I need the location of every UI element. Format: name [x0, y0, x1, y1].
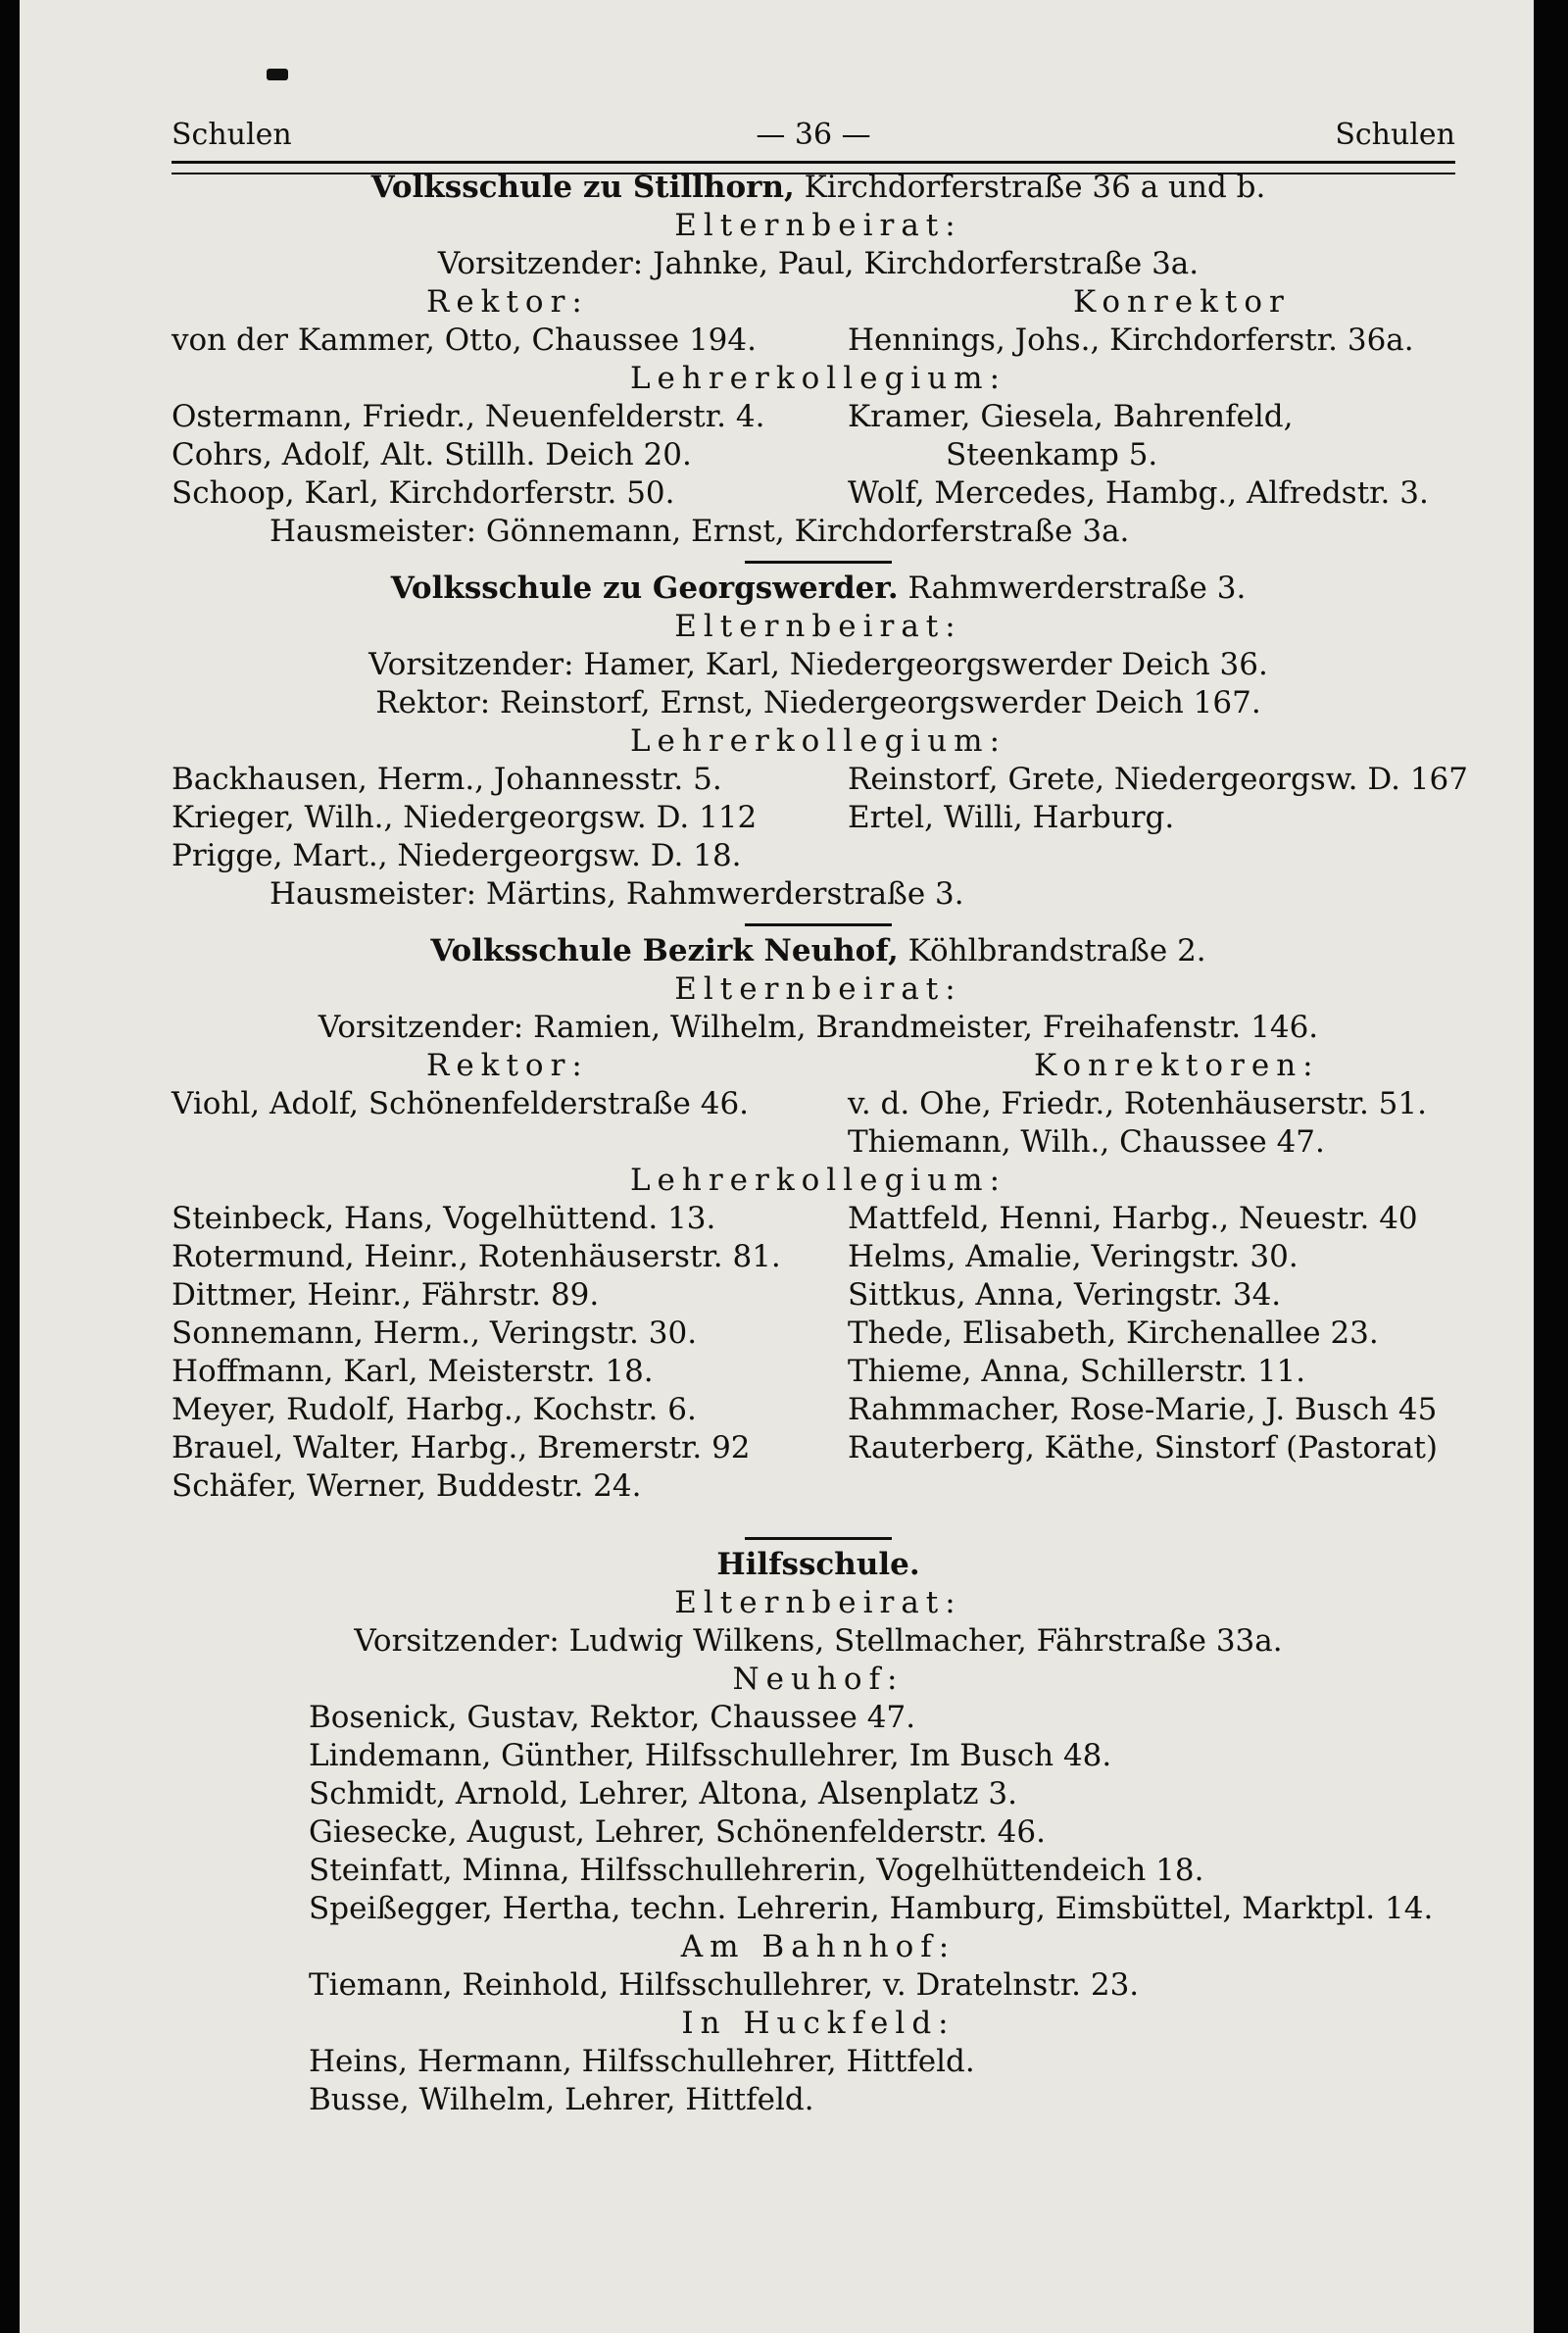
document-page — [20, 0, 1534, 2333]
teacher-row — [172, 837, 1465, 875]
location-heading-bahnhof: Am Bahnhof: — [680, 1929, 956, 1964]
school-address: Köhlbrandstraße 2. — [898, 933, 1206, 968]
staff-entry: Busse, Wilhelm, Lehrer, Hittfeld. — [309, 2082, 814, 2117]
elternbeirat-heading: Elternbeirat: — [674, 208, 962, 243]
konrektor: v. d. Ohe, Friedr., Rotenhäuserstr. 51. — [848, 1086, 1427, 1121]
rektor-labels — [172, 283, 1465, 322]
school-name: Volksschule zu Georgswerder. — [390, 571, 899, 606]
page-header — [172, 118, 1455, 161]
teacher-row — [172, 1467, 1465, 1506]
konrektor-label: Konrektoren: — [1034, 1048, 1320, 1083]
teacher-row — [172, 436, 1465, 474]
section-title-georgswerder — [172, 570, 1465, 608]
vorsitzender: Vorsitzender: Jahnke, Paul, Kirchdorferstraße 3a. — [437, 246, 1200, 281]
teacher-row — [172, 1353, 1465, 1391]
kollegium-heading: Lehrerkollegium: — [629, 361, 1007, 396]
teacher: Meyer, Rudolf, Harbg., Kochstr. 6. — [172, 1392, 697, 1427]
staff-entry: Lindemann, Günther, Hilfsschullehrer, Im Busch 48. — [309, 1738, 1112, 1773]
teacher-row — [172, 1276, 1465, 1315]
school-address: Rahmwerderstraße 3. — [898, 571, 1247, 606]
teacher-row — [172, 1200, 1465, 1238]
header-left: Schulen — [172, 118, 292, 152]
staff-entry: Speißegger, Hertha, techn. Lehrerin, Hamburg, Eimsbüttel, Marktpl. 14. — [309, 1891, 1434, 1926]
ink-mark — [267, 69, 288, 80]
teacher-row — [172, 761, 1468, 799]
teacher: Rotermund, Heinr., Rotenhäuserstr. 81. — [172, 1239, 781, 1274]
staff-entry: Bosenick, Gustav, Rektor, Chaussee 47. — [309, 1700, 916, 1735]
teacher: Schoop, Karl, Kirchdorferstr. 50. — [172, 475, 675, 511]
teacher: Thieme, Anna, Schillerstr. 11. — [848, 1354, 1306, 1389]
rektor-label: Rektor: — [426, 1048, 589, 1083]
teacher-row — [172, 1238, 1465, 1276]
rektor-row — [172, 322, 1465, 360]
spacer — [172, 1506, 1465, 1527]
teacher: Sittkus, Anna, Veringstr. 34. — [848, 1277, 1282, 1313]
rektor-row — [172, 1085, 1465, 1123]
staff-entry: Giesecke, August, Lehrer, Schönenfelderstr. 46. — [309, 1814, 1046, 1850]
elternbeirat-heading: Elternbeirat: — [674, 1585, 962, 1620]
teacher: Rauterberg, Käthe, Sinstorf (Pastorat) — [848, 1430, 1439, 1465]
section-title-neuhof — [172, 932, 1465, 970]
teacher: Steinbeck, Hans, Vogelhüttend. 13. — [172, 1201, 716, 1236]
konrektor: Hennings, Johs., Kirchdorferstr. 36a. — [848, 323, 1414, 358]
vorsitzender: Vorsitzender: Ludwig Wilkens, Stellmacher, Fährstraße 33a. — [354, 1623, 1283, 1659]
konrektor-label: Konrektor — [1073, 284, 1291, 320]
teacher: Helms, Amalie, Veringstr. 30. — [848, 1239, 1298, 1274]
rektor-labels — [172, 1047, 1465, 1085]
teacher: Hoffmann, Karl, Meisterstr. 18. — [172, 1354, 654, 1389]
teacher: Cohrs, Adolf, Alt. Stillh. Deich 20. — [172, 437, 692, 472]
teacher: Prigge, Mart., Niedergeorgsw. D. 18. — [172, 838, 742, 873]
konrektor: Thiemann, Wilh., Chaussee 47. — [848, 1124, 1325, 1160]
teacher: Ostermann, Friedr., Neuenfelderstr. 4. — [172, 399, 765, 434]
location-heading-huckfeld: In Huckfeld: — [681, 2006, 956, 2041]
section-divider — [745, 923, 892, 926]
section-divider — [745, 1537, 892, 1540]
teacher: Mattfeld, Henni, Harbg., Neuestr. 40 — [848, 1201, 1418, 1236]
teacher: Kramer, Giesela, Bahrenfeld, — [848, 399, 1294, 434]
teacher: Backhausen, Herm., Johannesstr. 5. — [172, 762, 722, 797]
teacher: Krieger, Wilh., Niedergeorgsw. D. 112 — [172, 800, 758, 835]
teacher: Brauel, Walter, Harbg., Bremerstr. 92 — [172, 1430, 751, 1465]
header-right: Schulen — [1335, 118, 1455, 152]
hausmeister: Hausmeister: Gönnemann, Ernst, Kirchdorferstraße 3a. — [270, 514, 1130, 549]
teacher: Ertel, Willi, Harburg. — [848, 800, 1175, 835]
teacher: Thede, Elisabeth, Kirchenallee 23. — [848, 1315, 1379, 1351]
teacher-row — [172, 474, 1465, 513]
teacher: Dittmer, Heinr., Fährstr. 89. — [172, 1277, 600, 1313]
section-divider — [745, 561, 892, 564]
location-heading-neuhof: Neuhof: — [732, 1662, 905, 1697]
hausmeister: Hausmeister: Märtins, Rahmwerderstraße 3. — [270, 876, 964, 912]
teacher-row — [172, 398, 1465, 436]
teacher-row — [172, 1315, 1465, 1353]
staff-entry: Heins, Hermann, Hilfsschullehrer, Hittfeld. — [309, 2044, 975, 2079]
section-title-stillhorn — [172, 169, 1465, 207]
teacher: Reinstorf, Grete, Niedergeorgsw. D. 167 — [848, 762, 1468, 797]
rektor: Viohl, Adolf, Schönenfelderstraße 46. — [172, 1086, 750, 1121]
school-name: Volksschule zu Stillhorn, — [370, 170, 795, 205]
school-name: Volksschule Bezirk Neuhof, — [430, 933, 899, 968]
vorsitzender: Vorsitzender: Hamer, Karl, Niedergeorgswerder Deich 36. — [368, 647, 1268, 682]
rektor: von der Kammer, Otto, Chaussee 194. — [172, 323, 757, 358]
elternbeirat-heading: Elternbeirat: — [674, 971, 962, 1007]
teacher: Steenkamp 5. — [946, 437, 1158, 472]
teacher-row — [172, 1429, 1465, 1467]
staff-entry: Schmidt, Arnold, Lehrer, Altona, Alsenplatz 3. — [309, 1776, 1017, 1812]
kollegium-heading: Lehrerkollegium: — [629, 723, 1007, 759]
teacher-row — [172, 799, 1465, 837]
section-title-hilfsschule: Hilfsschule. — [716, 1547, 920, 1582]
kollegium-heading: Lehrerkollegium: — [629, 1163, 1007, 1198]
elternbeirat-heading: Elternbeirat: — [674, 609, 962, 644]
rektor: Rektor: Reinstorf, Ernst, Niedergeorgswerder Deich 167. — [375, 685, 1261, 720]
teacher-row — [172, 1391, 1465, 1429]
document-body — [172, 169, 1468, 2119]
teacher: Wolf, Mercedes, Hambg., Alfredstr. 3. — [848, 475, 1429, 511]
staff-entry: Tiemann, Reinhold, Hilfsschullehrer, v. Dratelnstr. 23. — [309, 1967, 1140, 2003]
teacher: Sonnemann, Herm., Veringstr. 30. — [172, 1315, 698, 1351]
rektor-row — [172, 1123, 1465, 1162]
school-address: Kirchdorferstraße 36 a und b. — [794, 170, 1266, 205]
staff-entry: Steinfatt, Minna, Hilfsschullehrerin, Vogelhüttendeich 18. — [309, 1853, 1204, 1888]
teacher: Rahmmacher, Rose-Marie, J. Busch 45 — [848, 1392, 1438, 1427]
page-number: — 36 — — [756, 118, 871, 152]
vorsitzender: Vorsitzender: Ramien, Wilhelm, Brandmeister, Freihafenstr. 146. — [318, 1010, 1319, 1045]
rektor-label: Rektor: — [426, 284, 589, 320]
teacher: Schäfer, Werner, Buddestr. 24. — [172, 1468, 642, 1504]
